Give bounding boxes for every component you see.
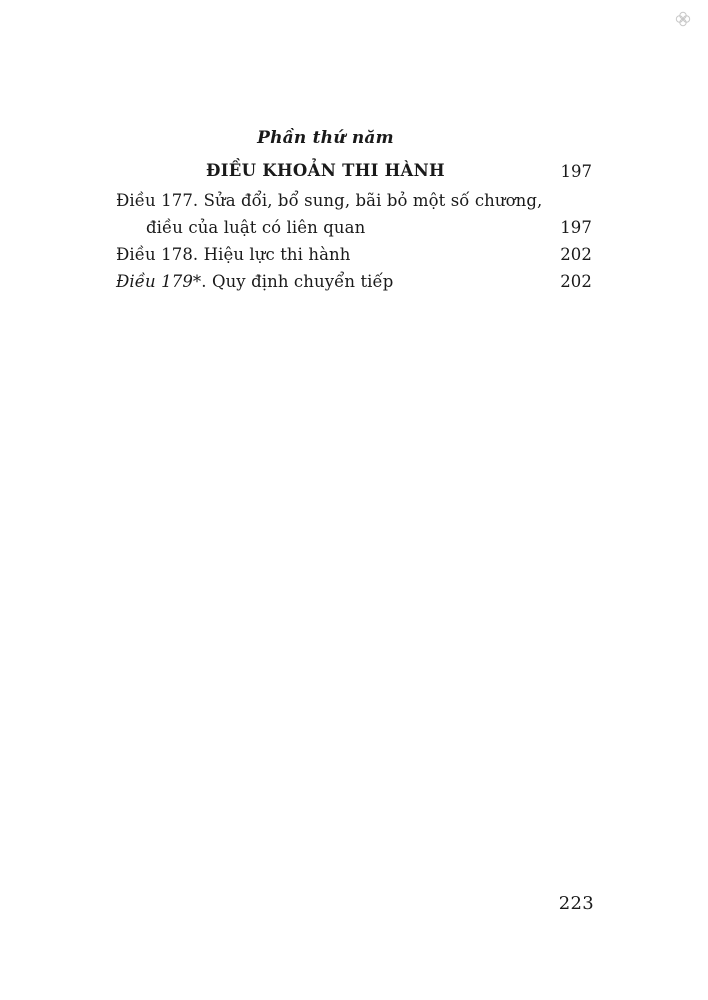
- clover-icon: [674, 10, 692, 28]
- section-title: ĐIỀU KHOẢN THI HÀNH: [206, 161, 445, 180]
- toc-entry-page: 202: [560, 245, 592, 264]
- toc-entry-179: [116, 268, 592, 295]
- toc-entry-line: [116, 268, 592, 295]
- toc-entry-text: điều của luật có liên quan: [146, 218, 366, 237]
- toc-entry-line: [116, 214, 592, 241]
- toc-entry-italic-prefix: Điều 179*: [116, 272, 202, 291]
- toc-entry-page: 197: [560, 218, 592, 237]
- toc-entry-text: [116, 268, 393, 295]
- toc-entry-178: [116, 241, 592, 268]
- section-page-number: 197: [560, 162, 592, 181]
- part-label: Phần thứ năm: [257, 128, 394, 148]
- toc-entry-line: [116, 187, 592, 214]
- page-number: 223: [558, 893, 594, 914]
- toc-entry-suffix: . Quy định chuyển tiếp: [201, 272, 394, 291]
- toc-entry-line: [116, 241, 592, 268]
- toc-entry-text: Điều 178. Hiệu lực thi hành: [116, 245, 351, 264]
- toc-entry-177: [116, 187, 592, 241]
- toc-entry-text: Điều 177. Sửa đổi, bổ sung, bãi bỏ một số chương,: [116, 191, 543, 210]
- toc-entry-page: 202: [560, 272, 592, 291]
